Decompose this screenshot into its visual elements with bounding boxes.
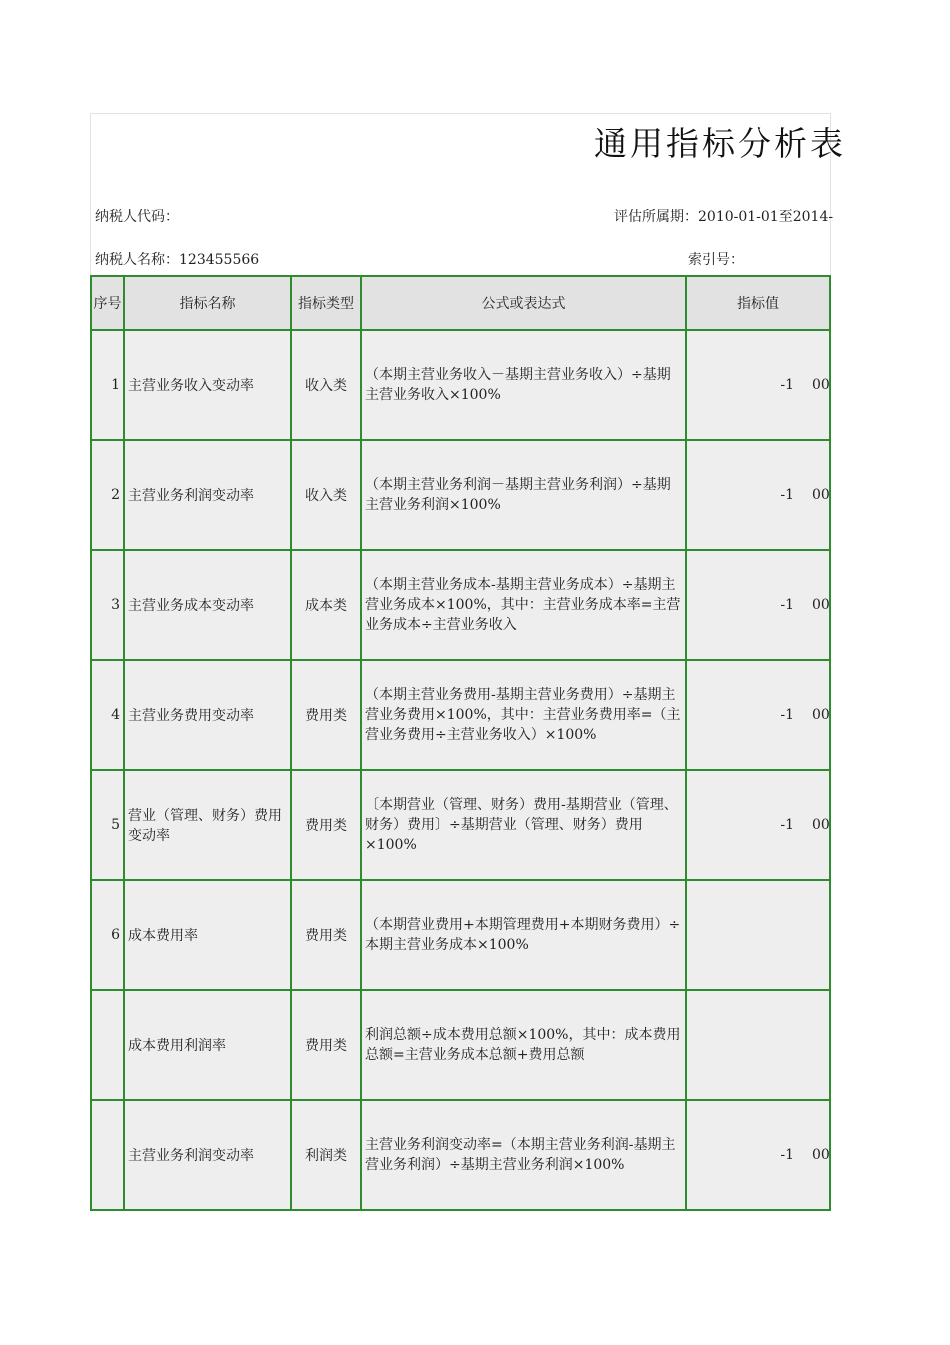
row-formula: （本期营业费用+本期管理费用+本期财务费用）÷本期主营业务成本×100%: [361, 880, 686, 990]
row-name: 主营业务成本变动率: [124, 550, 291, 660]
row-formula: （本期主营业务成本-基期主营业务成本）÷基期主营业务成本×100%，其中：主营业务成本率=主营业务成本÷主营业务收入: [361, 550, 686, 660]
row-value-main: -1: [780, 597, 794, 613]
header-formula: 公式或表达式: [361, 276, 686, 330]
row-value-tail: 00: [812, 817, 830, 833]
row-type: 成本类: [291, 550, 361, 660]
table-row: [91, 1100, 830, 1210]
row-type: 费用类: [291, 880, 361, 990]
header-no: 序号: [91, 276, 124, 330]
index-label: 索引号：: [688, 252, 744, 268]
row-name: 成本费用率: [124, 880, 291, 990]
row-value-tail: 00: [812, 487, 830, 503]
row-value-tail: 00: [812, 597, 830, 613]
header-type: 指标类型: [291, 276, 361, 330]
row-value-tail: 00: [812, 707, 830, 723]
row-value-tail: 00: [812, 377, 830, 393]
row-name: 主营业务利润变动率: [124, 1100, 291, 1210]
row-value: [686, 440, 830, 550]
row-value-main: -1: [780, 817, 794, 833]
row-value: [686, 990, 830, 1100]
row-value-main: -1: [780, 707, 794, 723]
row-value: [686, 550, 830, 660]
page-title: 通用指标分析表: [594, 124, 846, 163]
taxpayer-code-label: 纳税人代码：: [95, 209, 179, 225]
table-header-row: [91, 276, 830, 330]
table-row: [91, 990, 830, 1100]
row-value-main: -1: [780, 1147, 794, 1163]
row-value: [686, 880, 830, 990]
row-value-tail: 00: [812, 1147, 830, 1163]
indicator-table: [90, 275, 831, 1211]
row-value: [686, 770, 830, 880]
row-name: 成本费用利润率: [124, 990, 291, 1100]
row-type: 收入类: [291, 330, 361, 440]
row-value-main: -1: [780, 487, 794, 503]
table-row: [91, 660, 830, 770]
row-no: 1: [91, 330, 124, 440]
table-row: [91, 880, 830, 990]
row-formula: （本期主营业务费用-基期主营业务费用）÷基期主营业务费用×100%，其中：主营业务费用率=（主营业务费用÷主营业务收入）×100%: [361, 660, 686, 770]
header-name: 指标名称: [124, 276, 291, 330]
row-no: 4: [91, 660, 124, 770]
row-value-main: -1: [780, 377, 794, 393]
row-type: 费用类: [291, 990, 361, 1100]
row-formula: （本期主营业务利润－基期主营业务利润）÷基期主营业务利润×100%: [361, 440, 686, 550]
row-type: 利润类: [291, 1100, 361, 1210]
row-no: [91, 990, 124, 1100]
table-row: [91, 770, 830, 880]
table-row: [91, 550, 830, 660]
row-formula: 利润总额÷成本费用总额×100%，其中：成本费用总额=主营业务成本总额+费用总额: [361, 990, 686, 1100]
row-no: 2: [91, 440, 124, 550]
table-row: [91, 440, 830, 550]
period-label: 评估所属期：2010-01-01至2014-: [614, 209, 834, 225]
row-formula: 〔本期营业（管理、财务）费用-基期营业（管理、财务）费用〕÷基期营业（管理、财务）费用×100%: [361, 770, 686, 880]
table-row: [91, 330, 830, 440]
header-value: 指标值: [686, 276, 830, 330]
row-name: 主营业务利润变动率: [124, 440, 291, 550]
row-type: 费用类: [291, 660, 361, 770]
row-no: 3: [91, 550, 124, 660]
row-formula: （本期主营业务收入－基期主营业务收入）÷基期主营业务收入×100%: [361, 330, 686, 440]
row-value: [686, 330, 830, 440]
row-type: 费用类: [291, 770, 361, 880]
taxpayer-name-label: 纳税人名称：123455566: [95, 252, 260, 268]
row-value: [686, 1100, 830, 1210]
row-no: 6: [91, 880, 124, 990]
row-name: 主营业务收入变动率: [124, 330, 291, 440]
row-name: 营业（管理、财务）费用变动率: [124, 770, 291, 880]
row-value: [686, 660, 830, 770]
row-name: 主营业务费用变动率: [124, 660, 291, 770]
row-no: [91, 1100, 124, 1210]
row-formula: 主营业务利润变动率=（本期主营业务利润-基期主营业务利润）÷基期主营业务利润×100%: [361, 1100, 686, 1210]
row-type: 收入类: [291, 440, 361, 550]
row-no: 5: [91, 770, 124, 880]
